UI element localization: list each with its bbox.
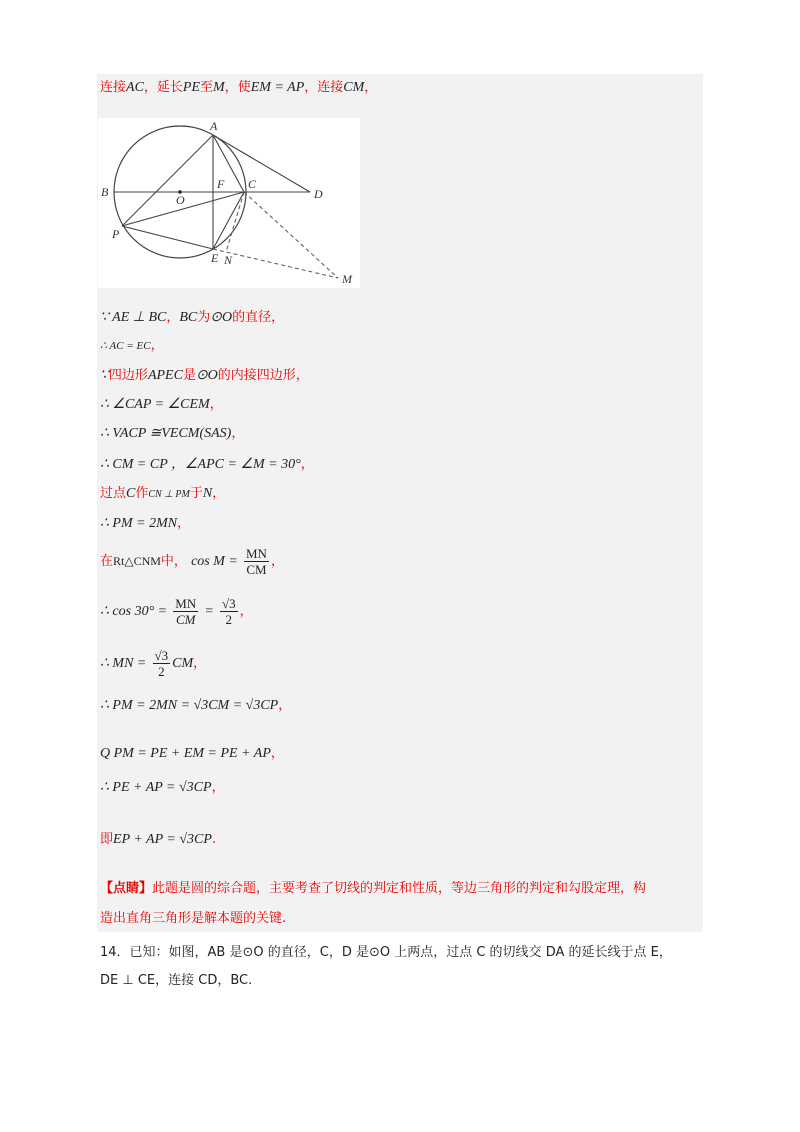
math: Rt△CNM [113, 554, 161, 568]
math: ∴ PM = 2MN = √3CM = √3CP [100, 698, 279, 713]
dash-cm [244, 192, 338, 278]
step-10 [100, 596, 253, 627]
text: ， [209, 397, 223, 412]
label-a: A [210, 119, 218, 133]
math: C [126, 486, 136, 501]
text: 过点 [100, 486, 127, 501]
note-line-2 [100, 910, 286, 928]
step-11 [100, 648, 206, 679]
denominator: CM [175, 612, 196, 627]
math: APEC [147, 368, 183, 383]
text: 的内接四边形， [217, 368, 309, 383]
step-12 [100, 698, 291, 714]
text: ，连接 [304, 80, 344, 95]
math: ∴ ∠CAP = ∠CEM [100, 397, 210, 412]
math: ∴ PE + AP = √3CP [100, 780, 212, 795]
denominator: 2 [225, 612, 233, 627]
text: 即 [100, 832, 114, 847]
math: ⊙O [195, 368, 218, 383]
text: ， [300, 457, 314, 472]
text: ，延长 [143, 80, 183, 95]
denominator: 2 [158, 664, 165, 679]
note-line-1 [100, 880, 646, 898]
math: ∴ VACP ≅VECM(SAS) [100, 426, 232, 441]
line-ad [213, 135, 310, 192]
label-e: E [211, 251, 219, 265]
text: 四边形 [108, 368, 148, 383]
text: ， [278, 698, 292, 713]
math: EP + AP = √3CP [113, 832, 212, 847]
math: = [204, 604, 214, 619]
text: ， [231, 426, 245, 441]
math: ∴ MN = [100, 656, 147, 671]
math: AC [126, 80, 144, 95]
text: ， [150, 338, 164, 353]
math: M [213, 80, 225, 95]
label-d: D [314, 187, 323, 201]
line-ap [122, 135, 213, 226]
step-13 [100, 746, 284, 762]
text: ， [270, 554, 284, 569]
denominator: CM [246, 562, 267, 577]
numerator: MN [246, 546, 267, 561]
text: ， [211, 780, 225, 795]
dash-cn [226, 192, 244, 252]
step-2 [100, 338, 164, 354]
line-pe [122, 226, 213, 249]
label-c: C [248, 177, 257, 191]
fraction [153, 648, 171, 679]
math: EM = AP [250, 80, 305, 95]
step-1 [100, 310, 284, 326]
problem-14-line-1: 14．已知：如图，AB 是⊙O 的直径，C，D 是⊙O 上两点，过点 C 的切线交 DA 的延长线于点 E， [100, 945, 672, 960]
label-b: B [101, 185, 109, 199]
math: Q PM = PE + EM = PE + AP [100, 746, 271, 761]
text: ， [239, 604, 253, 619]
text: ， [270, 746, 284, 761]
text: 于 [189, 486, 203, 501]
step-7 [100, 486, 225, 503]
math: CM [343, 80, 365, 95]
text: 作 [135, 486, 149, 501]
label-o: O [176, 193, 185, 207]
text: 为 [197, 310, 211, 325]
math: ⊙O [210, 310, 233, 325]
step-5 [100, 426, 244, 442]
step-construct [100, 80, 377, 96]
math: BC [179, 310, 198, 325]
math: ∵ [100, 368, 109, 383]
fraction [220, 596, 238, 627]
step-3 [100, 368, 309, 384]
step-14 [100, 780, 225, 796]
math: ∴ CM = CP ，∠APC = ∠M = 30° [100, 457, 301, 472]
problem-14-line-2: DE ⊥ CE，连接 CD，BC. [100, 973, 253, 988]
text: 至 [200, 80, 214, 95]
step-4 [100, 397, 223, 413]
text: 的直径， [232, 310, 285, 325]
text: 中， [160, 554, 187, 569]
math: ∴ PM = 2MN [100, 516, 178, 531]
step-8 [100, 516, 190, 532]
label-p: P [112, 227, 120, 241]
text: ， [177, 516, 191, 531]
label-f: F [217, 177, 225, 191]
text: ， [212, 486, 226, 501]
step-15 [100, 832, 216, 848]
text: 在 [100, 554, 114, 569]
numerator: MN [175, 596, 197, 611]
text: 是 [182, 368, 196, 383]
math: ∴ AC = EC [100, 340, 151, 352]
label-n: N [224, 253, 233, 267]
fraction [244, 546, 269, 577]
note-tag: 【点睛】 [100, 881, 153, 896]
note-text: 造出直角三角形是解本题的关键. [100, 911, 287, 926]
math: cos M = [191, 554, 238, 569]
note-text: 此题是圆的综合题，主要考查了切线的判定和性质，等边三角形的判定和勾股定理，构 [152, 881, 647, 896]
math: ∴ cos 30° = [100, 604, 168, 619]
text: . [211, 832, 217, 847]
label-m: M [342, 272, 352, 286]
math: PE [182, 80, 201, 95]
fraction [173, 596, 198, 627]
step-6 [100, 457, 314, 473]
text: ， [364, 80, 378, 95]
geometry-figure [98, 118, 360, 288]
text: ， [166, 310, 180, 325]
math: N [202, 486, 213, 501]
text: ，使 [224, 80, 251, 95]
text: ， [193, 656, 207, 671]
step-9 [100, 546, 284, 577]
text: 连接 [100, 80, 127, 95]
math: ∵ AE ⊥ BC [100, 310, 167, 325]
math: CM [172, 656, 194, 671]
math: CN ⊥ PM [148, 489, 190, 500]
numerator: √3 [221, 596, 236, 611]
numerator: √3 [154, 648, 169, 663]
